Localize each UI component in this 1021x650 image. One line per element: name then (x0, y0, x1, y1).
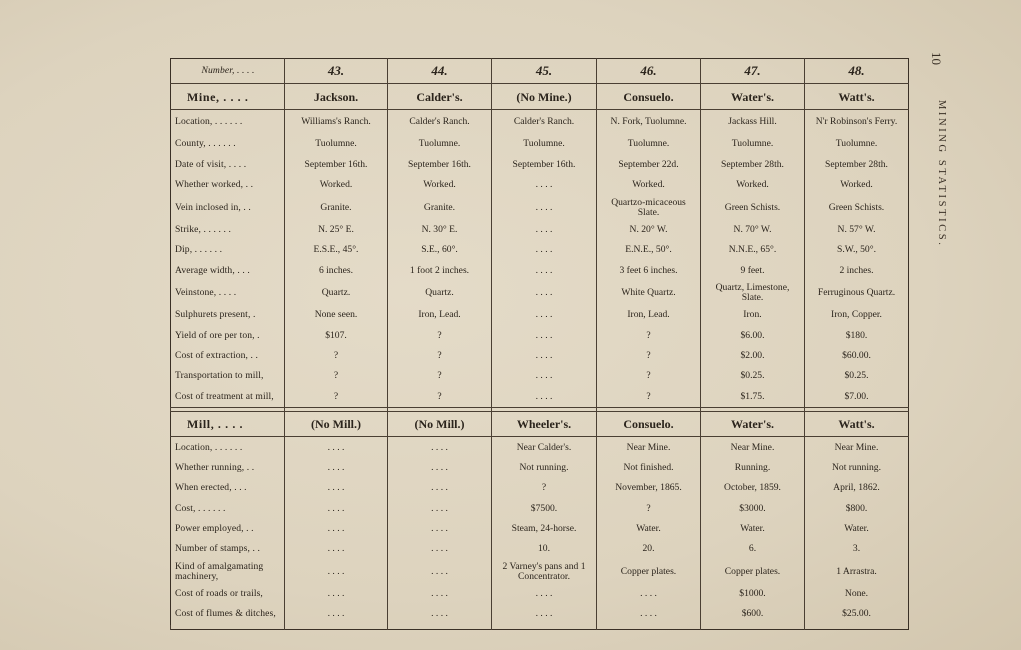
table-cell: ? (285, 387, 388, 408)
end-cell (701, 625, 805, 630)
table-cell: Tuolumne. (701, 134, 805, 154)
table-cell: September 22d. (597, 155, 701, 175)
table-cell: Calder's Ranch. (492, 109, 597, 134)
row-label: Date of visit, . . . . (175, 158, 247, 170)
table-cell: . . . . (285, 498, 388, 518)
table-cell: 9 feet. (701, 260, 805, 280)
column-number: 47. (701, 59, 805, 84)
table-cell: . . . . (285, 604, 388, 624)
table-cell: 2 Varney's pans and 1 Concentrator. (492, 560, 597, 584)
table-cell: Worked. (285, 175, 388, 195)
table-cell: Near Calder's. (492, 437, 597, 458)
table-cell: $7.00. (805, 387, 909, 408)
row-label: Average width, . . . (175, 264, 250, 276)
row-label: Transportation to mill, (175, 370, 264, 382)
table-cell: . . . . (492, 326, 597, 346)
table-cell: . . . . (492, 281, 597, 305)
table-row (171, 437, 909, 458)
table-cell: N'r Robinson's Ferry. (805, 109, 909, 134)
table-cell: 3 feet 6 inches. (597, 260, 701, 280)
table-cell: Steam, 24-horse. (492, 519, 597, 539)
table-cell: 1 foot 2 inches. (388, 260, 492, 280)
table-cell: ? (388, 366, 492, 386)
table-cell: Running. (701, 458, 805, 478)
column-number: 48. (805, 59, 909, 84)
table-cell: ? (285, 346, 388, 366)
table-cell: 6 inches. (285, 260, 388, 280)
row-label: Whether worked, . . (175, 179, 254, 191)
row-label: Vein inclosed in, . . (175, 201, 251, 213)
table-cell: Tuolumne. (285, 134, 388, 154)
table-cell: Near Mine. (597, 437, 701, 458)
table-row (171, 305, 909, 325)
table-cell: Worked. (805, 175, 909, 195)
table-cell: . . . . (388, 478, 492, 498)
table-cell: Quartz. (388, 281, 492, 305)
column-name: Water's. (701, 412, 805, 437)
column-name: Watt's. (805, 84, 909, 109)
table-cell: ? (597, 326, 701, 346)
table-row (171, 240, 909, 260)
table-cell: October, 1859. (701, 478, 805, 498)
table-cell: ? (388, 346, 492, 366)
table-row (171, 366, 909, 386)
table-cell: Granite. (285, 195, 388, 219)
column-number: 46. (597, 59, 701, 84)
table-cell: ? (492, 478, 597, 498)
table-cell: ? (597, 346, 701, 366)
table-cell: $1000. (701, 584, 805, 604)
table-cell: Quartz, Limestone, Slate. (701, 281, 805, 305)
table-cell: Copper plates. (701, 560, 805, 584)
number-label: Number, . . . . (171, 59, 285, 84)
table-cell: Tuolumne. (492, 134, 597, 154)
row-label: Yield of ore per ton, . (175, 329, 260, 341)
table-cell: Quartz. (285, 281, 388, 305)
table-cell: Worked. (597, 175, 701, 195)
running-head: MINING STATISTICS. (936, 100, 947, 248)
table-cell: September 28th. (805, 155, 909, 175)
table-cell: Water. (805, 519, 909, 539)
column-number: 45. (492, 59, 597, 84)
table-row (171, 539, 909, 559)
row-label: When erected, . . . (175, 482, 247, 494)
table-cell: S.W., 50°. (805, 240, 909, 260)
table-cell: N.N.E., 65°. (701, 240, 805, 260)
row-label: Dip, . . . . . . (175, 244, 223, 256)
table-cell: November, 1865. (597, 478, 701, 498)
table-cell: Quartzo-micaceous Slate. (597, 195, 701, 219)
table-row (171, 604, 909, 624)
table-cell: Near Mine. (805, 437, 909, 458)
table-row (171, 220, 909, 240)
table-cell: $1.75. (701, 387, 805, 408)
row-label: Veinstone, . . . . (175, 286, 237, 298)
table-row (171, 346, 909, 366)
table-cell: . . . . (492, 584, 597, 604)
table-cell: Near Mine. (701, 437, 805, 458)
table-row (171, 260, 909, 280)
table-cell: . . . . (388, 560, 492, 584)
table-cell: . . . . (388, 604, 492, 624)
table-cell: Iron, Lead. (388, 305, 492, 325)
table-cell: . . . . (597, 604, 701, 624)
table-cell: $107. (285, 326, 388, 346)
table-cell: $3000. (701, 498, 805, 518)
table-cell: . . . . (492, 260, 597, 280)
mine-section-label: Mine, . . . . (171, 84, 285, 109)
table-cell: N. 70° W. (701, 220, 805, 240)
row-label: Cost, . . . . . . (175, 502, 226, 514)
table-cell: Williams's Ranch. (285, 109, 388, 134)
table-cell: Copper plates. (597, 560, 701, 584)
column-name: Jackson. (285, 84, 388, 109)
end-cell (597, 625, 701, 630)
table-row (171, 281, 909, 305)
table-row (171, 478, 909, 498)
table-cell: N. 25° E. (285, 220, 388, 240)
page-number: 10 (929, 52, 944, 65)
table-cell: September 16th. (285, 155, 388, 175)
table-cell: . . . . (285, 458, 388, 478)
table-cell: N. 30° E. (388, 220, 492, 240)
row-label: Number of stamps, . . (175, 543, 260, 555)
table-cell: E.N.E., 50°. (597, 240, 701, 260)
table-cell: None seen. (285, 305, 388, 325)
table-cell: Ferruginous Quartz. (805, 281, 909, 305)
table-cell: S.E., 60°. (388, 240, 492, 260)
table-cell: September 28th. (701, 155, 805, 175)
table-cell: Granite. (388, 195, 492, 219)
row-label: Cost of roads or trails, (175, 588, 263, 600)
table-cell: N. 57° W. (805, 220, 909, 240)
table-cell: 3. (805, 539, 909, 559)
table-cell: 1 Arrastra. (805, 560, 909, 584)
row-label: Strike, . . . . . . (175, 223, 231, 235)
table-cell: . . . . (388, 458, 492, 478)
table-cell: $0.25. (805, 366, 909, 386)
table-cell: . . . . (388, 584, 492, 604)
table-cell: . . . . (285, 478, 388, 498)
table-row (171, 519, 909, 539)
table-row (171, 195, 909, 219)
table-cell: Green Schists. (701, 195, 805, 219)
table-cell: . . . . (492, 305, 597, 325)
row-label: Sulphurets present, . (175, 309, 256, 321)
table-row (171, 134, 909, 154)
mill-header-row (171, 412, 909, 437)
table-cell: Water. (701, 519, 805, 539)
table-cell: . . . . (597, 584, 701, 604)
table-cell: . . . . (492, 604, 597, 624)
table-row (171, 155, 909, 175)
table-cell: . . . . (388, 539, 492, 559)
column-name: Watt's. (805, 412, 909, 437)
table-cell: $0.25. (701, 366, 805, 386)
table-cell: April, 1862. (805, 478, 909, 498)
column-number: 43. (285, 59, 388, 84)
table-cell: None. (805, 584, 909, 604)
table-cell: Calder's Ranch. (388, 109, 492, 134)
table-cell: ? (388, 326, 492, 346)
table-row (171, 175, 909, 195)
table-cell: $25.00. (805, 604, 909, 624)
table-cell: Worked. (701, 175, 805, 195)
column-name: Consuelo. (597, 412, 701, 437)
end-cell (388, 625, 492, 630)
table-cell: $7500. (492, 498, 597, 518)
table-cell: September 16th. (492, 155, 597, 175)
table-cell: Worked. (388, 175, 492, 195)
table-cell: $800. (805, 498, 909, 518)
table-cell: White Quartz. (597, 281, 701, 305)
table-cell: $60.00. (805, 346, 909, 366)
table-row (171, 498, 909, 518)
table-cell: Tuolumne. (388, 134, 492, 154)
row-label: Location, . . . . . . (175, 441, 243, 453)
table-cell: Not finished. (597, 458, 701, 478)
table-cell: ? (597, 366, 701, 386)
table-cell: . . . . (492, 220, 597, 240)
table-cell: September 16th. (388, 155, 492, 175)
table-row (171, 458, 909, 478)
table-row (171, 560, 909, 584)
table-end (171, 625, 909, 630)
table-cell: Jackass Hill. (701, 109, 805, 134)
table-cell: $2.00. (701, 346, 805, 366)
column-name: Wheeler's. (492, 412, 597, 437)
table-cell: Not running. (492, 458, 597, 478)
table-cell: . . . . (285, 560, 388, 584)
table-cell: . . . . (388, 437, 492, 458)
table-cell: Tuolumne. (597, 134, 701, 154)
table-cell: Iron, Lead. (597, 305, 701, 325)
row-label: Cost of flumes & ditches, (175, 608, 276, 620)
column-name: Consuelo. (597, 84, 701, 109)
table-row (171, 109, 909, 134)
table-cell: E.S.E., 45°. (285, 240, 388, 260)
table-cell: Green Schists. (805, 195, 909, 219)
column-name: (No Mine.) (492, 84, 597, 109)
end-cell (171, 625, 285, 630)
column-name: (No Mill.) (285, 412, 388, 437)
mill-section-label: Mill, . . . . (171, 412, 285, 437)
table-cell: 6. (701, 539, 805, 559)
table-cell: 20. (597, 539, 701, 559)
column-name: Water's. (701, 84, 805, 109)
table-cell: ? (388, 387, 492, 408)
table-cell: . . . . (285, 539, 388, 559)
number-row (171, 59, 909, 84)
table-cell: . . . . (285, 437, 388, 458)
row-label: Cost of extraction, . . (175, 350, 259, 362)
table-cell: ? (285, 366, 388, 386)
table-cell: Water. (597, 519, 701, 539)
mining-statistics-table (170, 58, 909, 630)
end-cell (492, 625, 597, 630)
row-label: Power employed, . . (175, 523, 254, 534)
table-cell: . . . . (492, 387, 597, 408)
end-cell (805, 625, 909, 630)
row-label: County, . . . . . . (175, 138, 236, 150)
row-label: Whether running, . . (175, 461, 255, 473)
row-label: Cost of treatment at mill, (175, 390, 274, 402)
table-cell: . . . . (285, 584, 388, 604)
table-cell: 10. (492, 539, 597, 559)
table-cell: Iron, Copper. (805, 305, 909, 325)
table-cell: $600. (701, 604, 805, 624)
table-cell: ? (597, 387, 701, 408)
table-row (171, 584, 909, 604)
table-cell: Not running. (805, 458, 909, 478)
table-cell: Tuolumne. (805, 134, 909, 154)
table-cell: N. 20° W. (597, 220, 701, 240)
table-cell: . . . . (492, 195, 597, 219)
table-cell: . . . . (492, 366, 597, 386)
table-cell: . . . . (285, 519, 388, 539)
table-cell: . . . . (388, 498, 492, 518)
table-cell: . . . . (492, 346, 597, 366)
end-cell (285, 625, 388, 630)
row-label: Kind of amalgamating machinery, (175, 560, 264, 582)
table-row (171, 326, 909, 346)
row-label: Location, . . . . . . (175, 116, 243, 128)
table-cell: N. Fork, Tuolumne. (597, 109, 701, 134)
column-name: (No Mill.) (388, 412, 492, 437)
table-cell: . . . . (492, 175, 597, 195)
mine-header-row (171, 84, 909, 109)
table-cell: $180. (805, 326, 909, 346)
column-name: Calder's. (388, 84, 492, 109)
table-cell: 2 inches. (805, 260, 909, 280)
table-cell: $6.00. (701, 326, 805, 346)
column-number: 44. (388, 59, 492, 84)
table-cell: . . . . (492, 240, 597, 260)
table-cell: . . . . (388, 519, 492, 539)
table-cell: ? (597, 498, 701, 518)
table-cell: Iron. (701, 305, 805, 325)
table-row (171, 387, 909, 408)
